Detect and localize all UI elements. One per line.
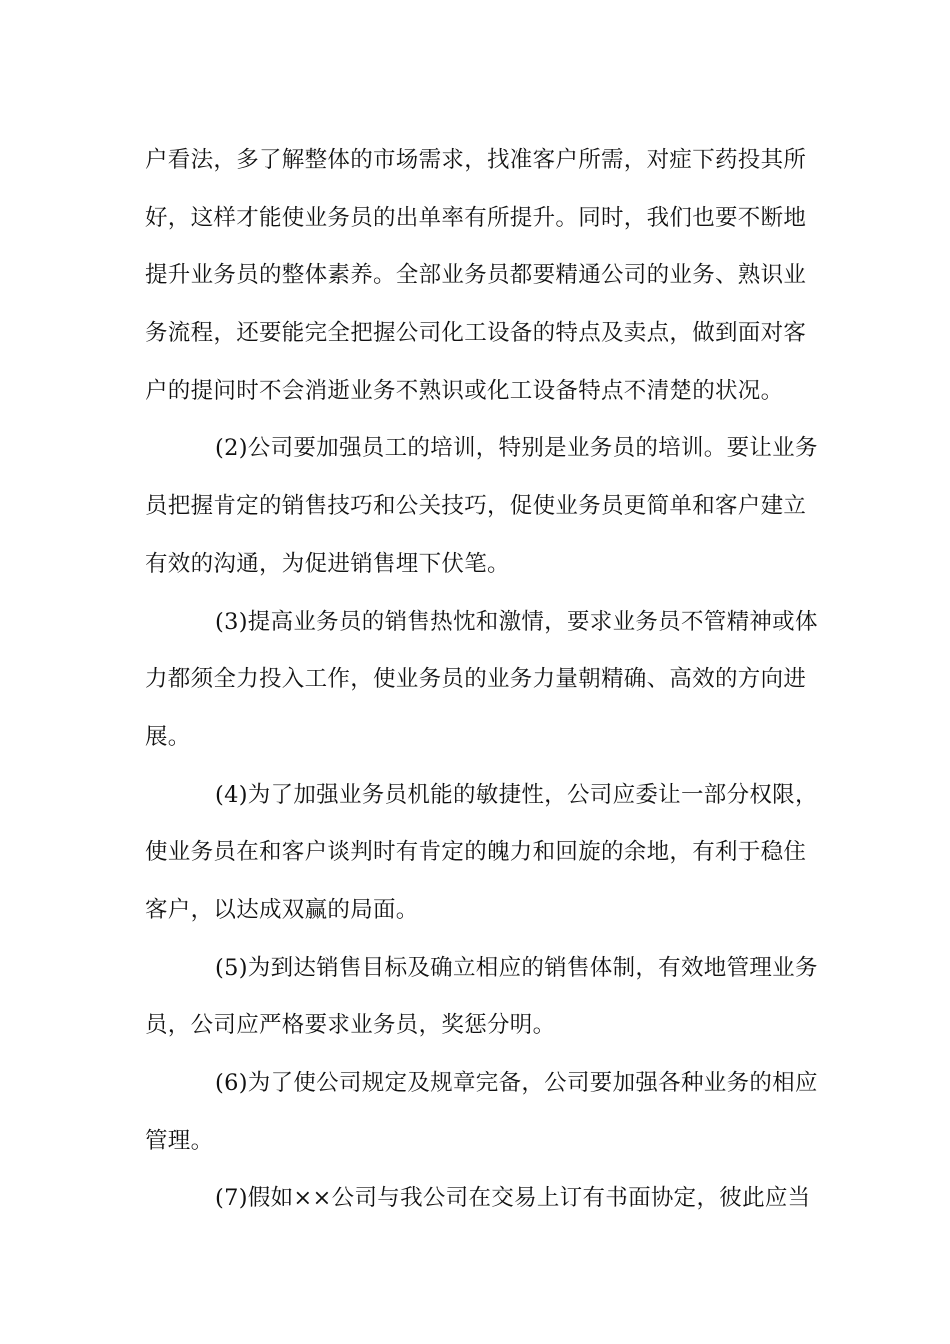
text-line: 务流程，还要能完全把握公司化工设备的特点及卖点，做到面对客 <box>145 320 807 347</box>
text-line: 使业务员在和客户谈判时有肯定的魄力和回旋的余地，有利于稳住 <box>145 839 807 866</box>
paragraph-start-line: (3)提高业务员的销售热忱和激情，要求业务员不管精神或体 <box>215 608 818 635</box>
paragraph-start-line: (7)假如××公司与我公司在交易上订有书面协定，彼此应当 <box>215 1185 811 1212</box>
text-line: 客户，以达成双赢的局面。 <box>145 896 419 923</box>
text-line: 提升业务员的整体素养。全部业务员都要精通公司的业务、熟识业 <box>145 262 807 289</box>
paragraph-start-line: (6)为了使公司规定及规章完备，公司要加强各种业务的相应 <box>215 1070 818 1096</box>
paragraph-start-line: (5)为到达销售目标及确立相应的销售体制，有效地管理业务 <box>215 954 818 981</box>
text-line: 户看法，多了解整体的市场需求，找准客户所需，对症下药投其所 <box>145 147 807 173</box>
text-line: 户的提问时不会消逝业务不熟识或化工设备特点不清楚的状况。 <box>145 377 784 404</box>
text-line: 力都须全力投入工作，使业务员的业务力量朝精确、高效的方向进 <box>145 666 807 693</box>
paragraph-start-line: (2)公司要加强员工的培训，特别是业务员的培训。要让业务 <box>215 435 818 462</box>
text-line: 展。 <box>145 723 191 750</box>
text-line: 管理。 <box>145 1127 214 1154</box>
text-line: 好，这样才能使业务员的出单率有所提升。同时，我们也要不断地 <box>145 204 807 231</box>
text-line: 员把握肯定的销售技巧和公关技巧，促使业务员更简单和客户建立 <box>145 493 807 520</box>
paragraph-start-line: (4)为了加强业务员机能的敏捷性，公司应委让一部分权限， <box>215 781 818 808</box>
text-line: 有效的沟通，为促进销售埋下伏笔。 <box>145 550 510 577</box>
body-text <box>145 132 818 1228</box>
text-line: 员，公司应严格要求业务员，奖惩分明。 <box>145 1012 556 1039</box>
